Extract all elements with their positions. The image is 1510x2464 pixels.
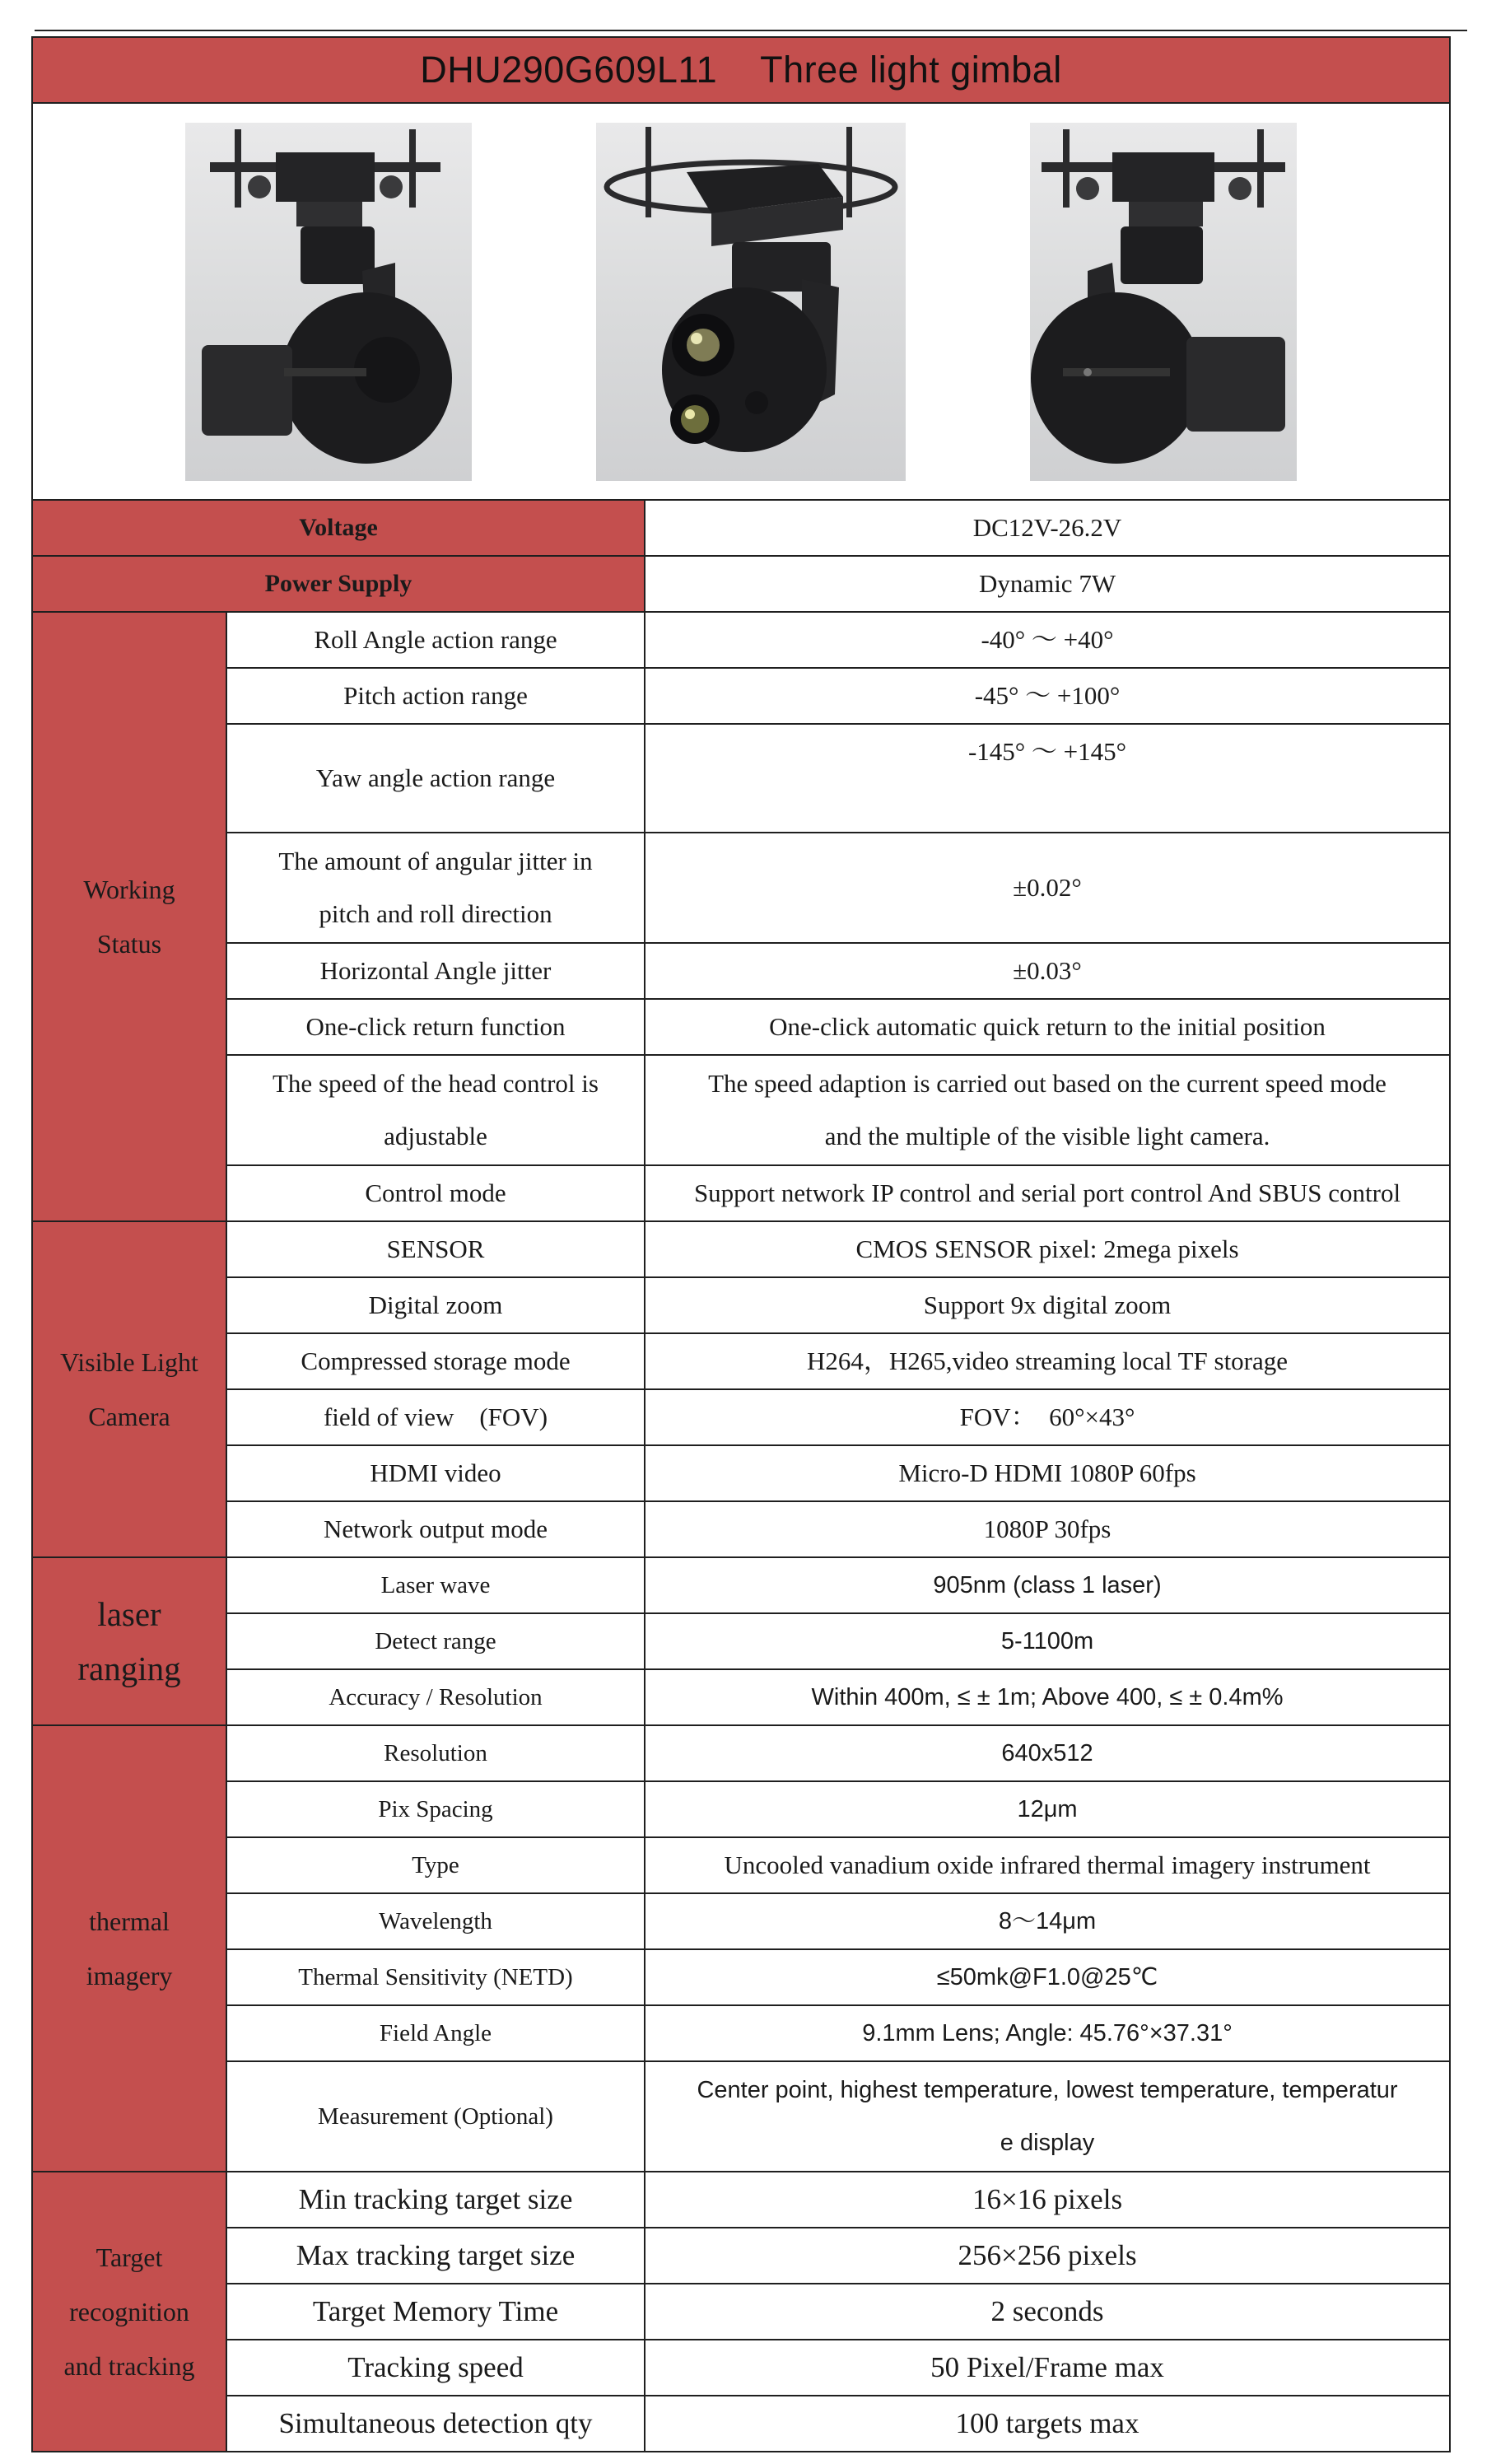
spec-label: Wavelength — [226, 1893, 645, 1949]
spec-label: HDMI video — [226, 1445, 645, 1501]
spec-label: Min tracking target size — [226, 2172, 645, 2228]
spec-label: Simultaneous detection qty — [226, 2396, 645, 2452]
spec-value: Center point, highest temperature, lowest temperature, temperatur e display — [645, 2061, 1450, 2172]
spec-label: Control mode — [226, 1165, 645, 1221]
spec-value: 9.1mm Lens; Angle: 45.76°×37.31° — [645, 2005, 1450, 2061]
spec-label: Horizontal Angle jitter — [226, 943, 645, 999]
spec-value: H264，H265,video streaming local TF storage — [645, 1333, 1450, 1389]
spec-value: 5-1100m — [645, 1613, 1450, 1669]
photo-strip — [32, 103, 1450, 500]
title-bar — [32, 37, 1450, 103]
spec-label: Max tracking target size — [226, 2228, 645, 2284]
spec-value: -145° ～ +145° — [645, 724, 1450, 833]
spec-label: Pitch action range — [226, 668, 645, 724]
spec-value: FOV： 60°×43° — [645, 1389, 1450, 1445]
spec-value: 256×256 pixels — [645, 2228, 1450, 2284]
spec-value: 100 targets max — [645, 2396, 1450, 2452]
spec-label: Tracking speed — [226, 2340, 645, 2396]
spec-label: Digital zoom — [226, 1277, 645, 1333]
spec-value: Support network IP control and serial port control And SBUS control — [645, 1165, 1450, 1221]
spec-value: ±0.03° — [645, 943, 1450, 999]
spec-value: ≤50mk@F1.0@25℃ — [645, 1949, 1450, 2005]
spec-value: 16×16 pixels — [645, 2172, 1450, 2228]
spec-value: Uncooled vanadium oxide infrared thermal imagery instrument — [645, 1837, 1450, 1893]
spec-label: Pix Spacing — [226, 1781, 645, 1837]
spec-value: Within 400m, ≤ ± 1m; Above 400, ≤ ± 0.4m% — [645, 1669, 1450, 1725]
spec-label: Yaw angle action range — [226, 724, 645, 833]
spec-sheet — [31, 36, 1449, 2452]
spec-value: 2 seconds — [645, 2284, 1450, 2340]
spec-label: Accuracy / Resolution — [226, 1669, 645, 1725]
spec-label: The speed of the head control is adjustable — [226, 1055, 645, 1165]
spec-value: Support 9x digital zoom — [645, 1277, 1450, 1333]
spec-label: Laser wave — [226, 1557, 645, 1613]
spec-value: CMOS SENSOR pixel: 2mega pixels — [645, 1221, 1450, 1277]
thermal-imagery-category: thermal imagery — [32, 1725, 226, 2172]
working-status-category: Working Status — [32, 612, 226, 1221]
product-title: Three light gimbal — [760, 49, 1062, 91]
spec-label: One-click return function — [226, 999, 645, 1055]
power-supply-value: Dynamic 7W — [645, 556, 1450, 612]
spec-value: The speed adaption is carried out based on the current speed mode and the multiple of the visible light camera. — [645, 1055, 1450, 1165]
laser-ranging-category: laser ranging — [32, 1557, 226, 1725]
spec-label: The amount of angular jitter in pitch and roll direction — [226, 833, 645, 943]
spec-value: -45° ～ +100° — [645, 668, 1450, 724]
spec-value: 1080P 30fps — [645, 1501, 1450, 1557]
spec-label: Network output mode — [226, 1501, 645, 1557]
spec-label: Target Memory Time — [226, 2284, 645, 2340]
voltage-value: DC12V-26.2V — [645, 500, 1450, 556]
spec-table — [31, 36, 1451, 2452]
spec-label: Roll Angle action range — [226, 612, 645, 668]
spec-label: Detect range — [226, 1613, 645, 1669]
spec-label: SENSOR — [226, 1221, 645, 1277]
gimbal-side-photo — [185, 123, 472, 481]
tracking-category: Target recognition and tracking — [32, 2172, 226, 2452]
spec-label: Type — [226, 1837, 645, 1893]
spec-value: ±0.02° — [645, 833, 1450, 943]
spec-label: Compressed storage mode — [226, 1333, 645, 1389]
spec-value: 50 Pixel/Frame max — [645, 2340, 1450, 2396]
spec-value: 905nm (class 1 laser) — [645, 1557, 1450, 1613]
voltage-label: Voltage — [32, 500, 645, 556]
spec-value: 12μm — [645, 1781, 1450, 1837]
gimbal-rear-photo — [1030, 123, 1297, 481]
spec-value: Micro-D HDMI 1080P 60fps — [645, 1445, 1450, 1501]
gimbal-front-photo — [596, 123, 906, 481]
power-supply-label: Power Supply — [32, 556, 645, 612]
spec-value: One-click automatic quick return to the initial position — [645, 999, 1450, 1055]
top-rule — [35, 30, 1467, 31]
visible-camera-category: Visible Light Camera — [32, 1221, 226, 1557]
spec-label: Resolution — [226, 1725, 645, 1781]
spec-value: -40° ～ +40° — [645, 612, 1450, 668]
spec-label: Field Angle — [226, 2005, 645, 2061]
spec-value: 640x512 — [645, 1725, 1450, 1781]
spec-label: field of view (FOV) — [226, 1389, 645, 1445]
model-number: DHU290G609L11 — [420, 49, 718, 91]
spec-value: 8～14μm — [645, 1893, 1450, 1949]
spec-label: Thermal Sensitivity (NETD) — [226, 1949, 645, 2005]
spec-label: Measurement (Optional) — [226, 2061, 645, 2172]
